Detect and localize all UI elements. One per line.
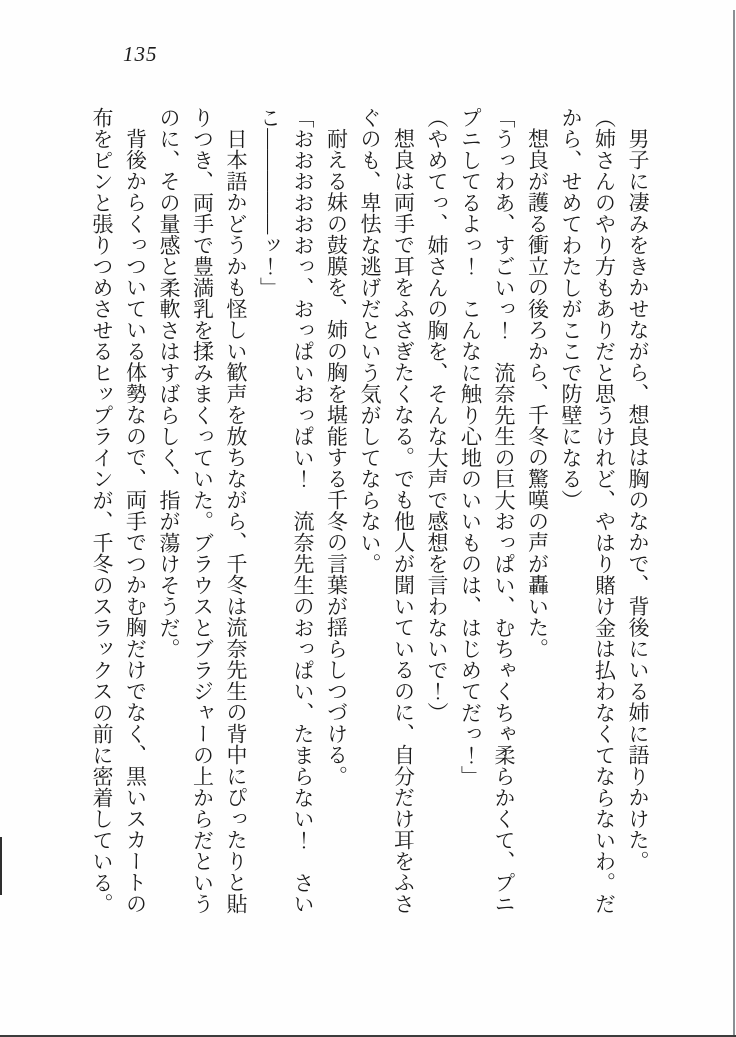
paragraph: 「うっわあ、すごいっ！ 流奈先生の巨大おっぱい、むちゃくちゃ柔らかくて、プニプニしてるよっ！ こんなに触り心地のいいものは、はじめてだっ！」 [458, 107, 516, 915]
paragraph: （姉さんのやり方もありだと思うけれど、やはり賭け金は払わなくてならないわ。だから、せめてわたしがここで防壁になる） [559, 107, 617, 915]
body-text [85, 107, 655, 919]
page-number: 135 [123, 42, 158, 66]
scan-edge-left [0, 837, 2, 895]
paragraph: 日本語かどうかも怪しい歓声を放ちながら、千冬は流奈先生の背中にぴったりと貼りつき、両手で豊満乳を揉みまくっていた。ブラウスとブラジャーの上からだというのに、その量感と柔軟さはすばらしく、指が蕩けそうだ。 [157, 107, 248, 915]
paragraph: 背後からくっついている体勢なので、両手でつかむ胸だけでなく、黒いスカートの布をピンと張りつめさせるヒップラインが、千冬のスラックスの前に密着している。 [90, 107, 148, 915]
scan-edge-right [733, 10, 735, 1037]
paragraph: 「おおおおおおっ、おっぱいおっぱい！ 流奈先生のおっぱい、たまらない！ さいこ―――――ッ！」 [257, 107, 315, 915]
paragraph: 想良が護る衝立の後ろから、千冬の驚嘆の声が轟いた。 [525, 128, 550, 660]
paragraph: 想良は両手で耳をふさぎたくなる。でも他人が聞いているのに、自分だけ耳をふさぐのも、卑怯な逃げだという気がしてならない。 [358, 107, 416, 915]
paragraph: （やめてっ、姉さんの胸を、そんな大声で感想を言わないで！） [425, 107, 449, 724]
paragraph: 耐える妹の鼓膜を、姉の胸を堪能する千冬の言葉が揺らしつづける。 [324, 128, 349, 787]
paragraph: 男子に凄みをきかせながら、想良は胸のなかで、背後にいる姉に語りかけた。 [626, 128, 650, 872]
